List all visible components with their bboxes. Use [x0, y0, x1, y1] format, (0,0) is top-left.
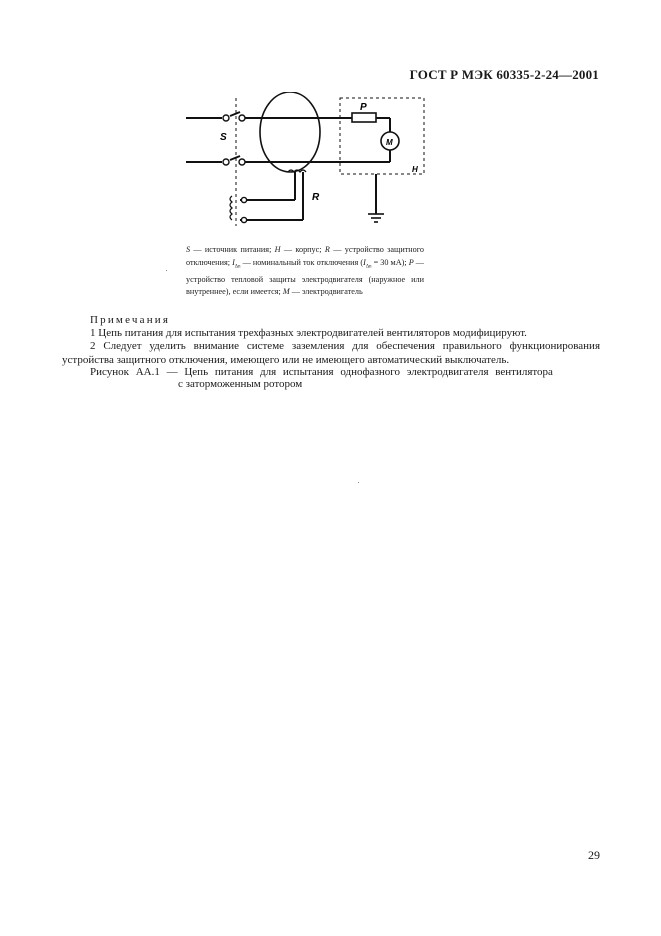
page-number: 29	[588, 848, 600, 862]
scan-speck	[358, 482, 359, 483]
figure-caption: Рисунок АА.1 — Цепь питания для испытания однофазного электродвигателя вентилятора	[90, 366, 553, 378]
note-2: 2 Следует уделить внимание системе заземления для обеспечения правильного функционирования устройства защитного отключения, имеющего или не имеющего автоматический выключатель.	[62, 340, 600, 366]
document-header: ГОСТ Р МЭК 60335-2-24—2001	[409, 67, 599, 82]
figure-legend: S — источник питания; H — корпус; R — устройство защитного отключения; $I_{\Delta n}$ — номинальный ток отключения ($I_{\Delta n} = 30$ мА); P — устройство тепловой защиты электродвигателя (наружное или внутреннее), если имеется; M — электродвигатель	[186, 245, 425, 297]
circuit-diagram	[180, 92, 430, 232]
label-r: R	[312, 192, 320, 203]
figure-caption-line2: с заторможенным ротором	[178, 378, 303, 390]
label-m: M	[386, 138, 393, 147]
thermal-protector	[352, 113, 376, 122]
label-s: S	[220, 132, 227, 143]
label-p: P	[360, 102, 367, 113]
notes-heading: Примечания	[90, 314, 171, 326]
scan-speck	[166, 270, 167, 271]
note-1: 1 Цепь питания для испытания трехфазных электродвигателей вентиляторов модифицируют.	[90, 327, 527, 339]
label-h: H	[412, 165, 418, 174]
rcd-core	[260, 92, 320, 172]
